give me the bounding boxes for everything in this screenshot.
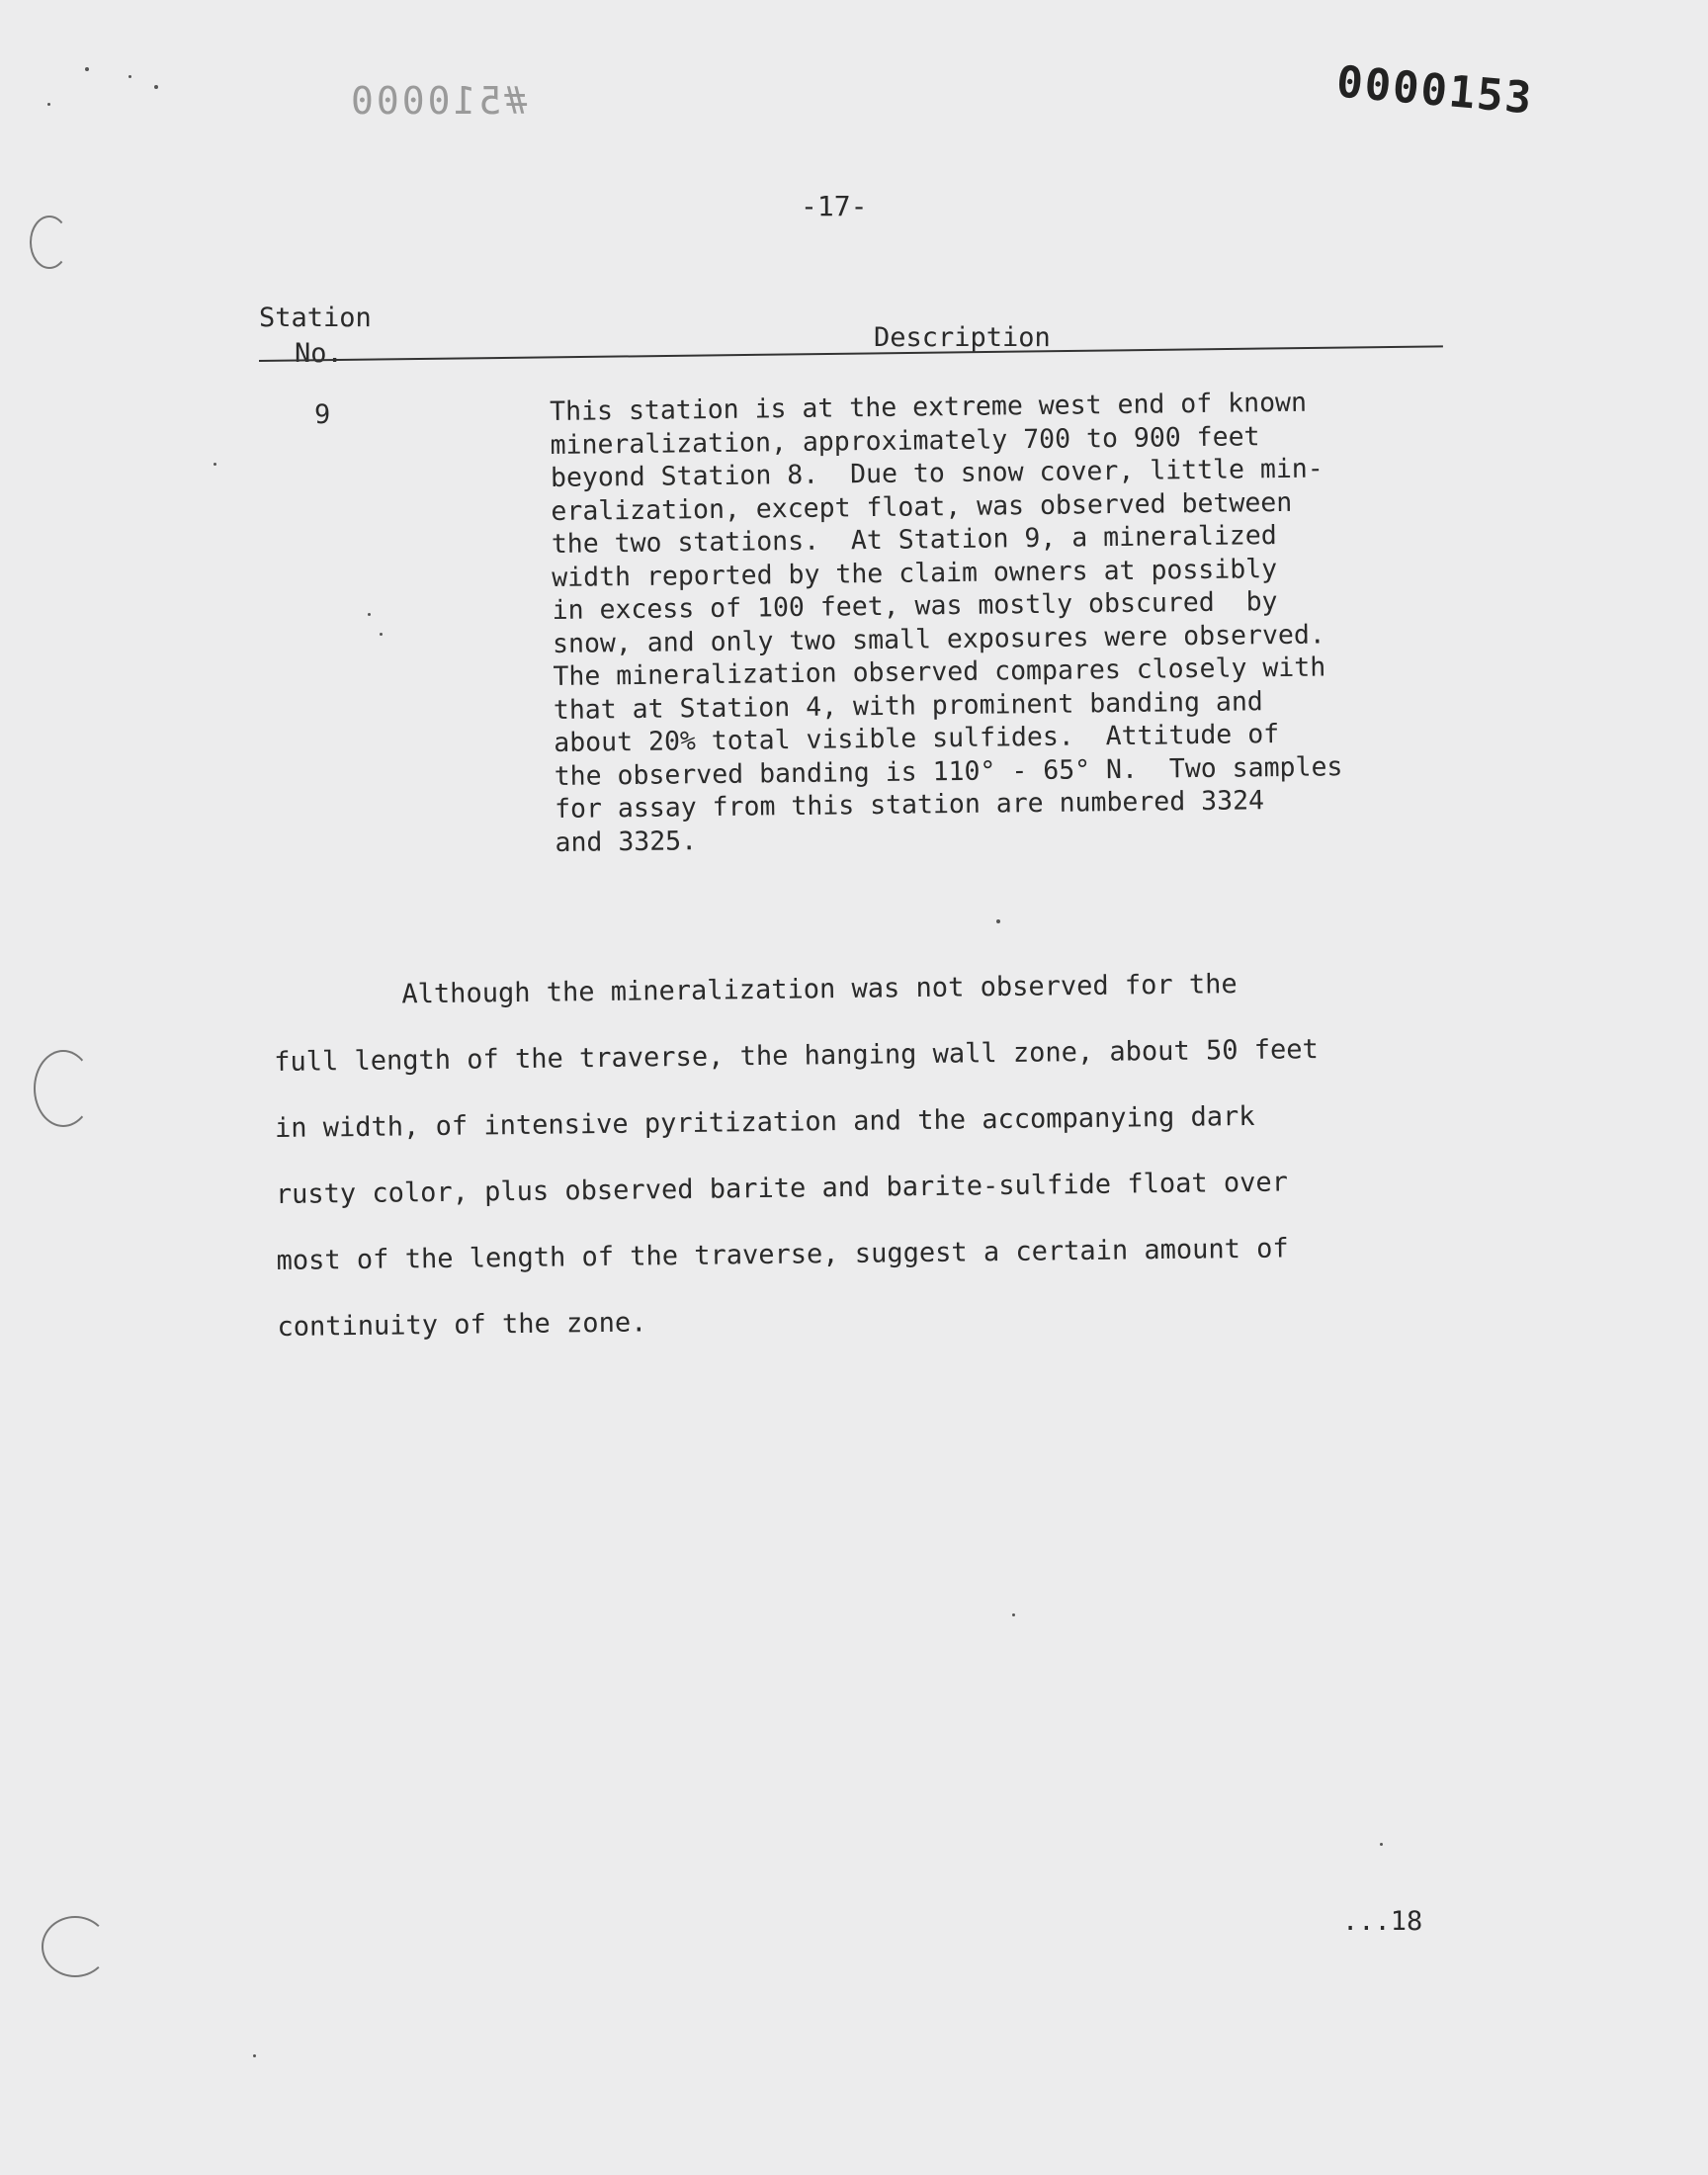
paragraph-line: full length of the traverse, the hanging wall zone, about 50 feet: [274, 1034, 1319, 1078]
station-header-line1: Station: [259, 303, 372, 333]
description-line: snow, and only two small exposures were observed.: [552, 618, 1325, 659]
scan-speck: [214, 463, 216, 466]
description-line: and 3325.: [555, 825, 698, 858]
description-line: width reported by the claim owners at possibly: [552, 553, 1278, 593]
description-column-header: Description: [874, 322, 1051, 353]
scan-speck: [1380, 1843, 1383, 1846]
punch-hole-shadow: [30, 216, 69, 269]
description-line: in excess of 100 feet, was mostly obscured by: [552, 586, 1278, 626]
scan-speck: [380, 633, 383, 636]
description-line: The mineralization observed compares closely with: [553, 652, 1326, 692]
punch-hole-shadow: [42, 1916, 109, 1977]
scan-speck: [368, 613, 371, 616]
paragraph-line: most of the length of the traverse, suggest a certain amount of: [276, 1233, 1289, 1276]
description-line: about 20% total visible sulfides. Attitude of: [554, 719, 1280, 758]
scan-speck: [996, 919, 1000, 923]
scan-speck: [47, 103, 50, 106]
description-line: mineralization, approximately 700 to 900 feet: [550, 420, 1260, 461]
header-rule: [259, 345, 1443, 362]
description-line: for assay from this station are numbered 3324: [554, 785, 1265, 825]
scan-speck: [253, 2054, 256, 2057]
description-line: This station is at the extreme west end of known: [550, 387, 1308, 427]
description-line: the observed banding is 110° - 65° N. Two samples: [554, 750, 1343, 792]
paragraph-line: rusty color, plus observed barite and barite-sulfide float over: [275, 1167, 1289, 1210]
description-line: eralization, except float, was observed between: [551, 486, 1293, 527]
punch-hole-shadow: [34, 1050, 93, 1127]
paragraph-line: in width, of intensive pyritization and the accompanying dark: [274, 1100, 1255, 1144]
continued-marker: ...18: [1342, 1906, 1423, 1937]
body-paragraph: [273, 948, 1464, 1360]
scan-speck: [85, 67, 89, 71]
page-number: -17-: [801, 190, 868, 222]
paragraph-line: continuity of the zone.: [277, 1307, 647, 1343]
station-number: 9: [314, 399, 331, 430]
station-description: [550, 385, 1485, 859]
document-control-number: 0000153: [1334, 56, 1536, 125]
scan-speck: [1012, 1613, 1015, 1616]
scan-speck: [154, 85, 158, 89]
description-line: beyond Station 8. Due to snow cover, little min-: [550, 453, 1324, 493]
paragraph-line: Although the mineralization was not observed for the: [273, 969, 1238, 1011]
description-line: that at Station 4, with prominent banding and: [553, 685, 1263, 726]
faded-stamp-number: #510000: [348, 79, 528, 123]
description-line: the two stations. At Station 9, a mineralized: [551, 520, 1277, 560]
station-header-line2: No.: [295, 338, 343, 369]
scan-speck: [128, 75, 131, 78]
